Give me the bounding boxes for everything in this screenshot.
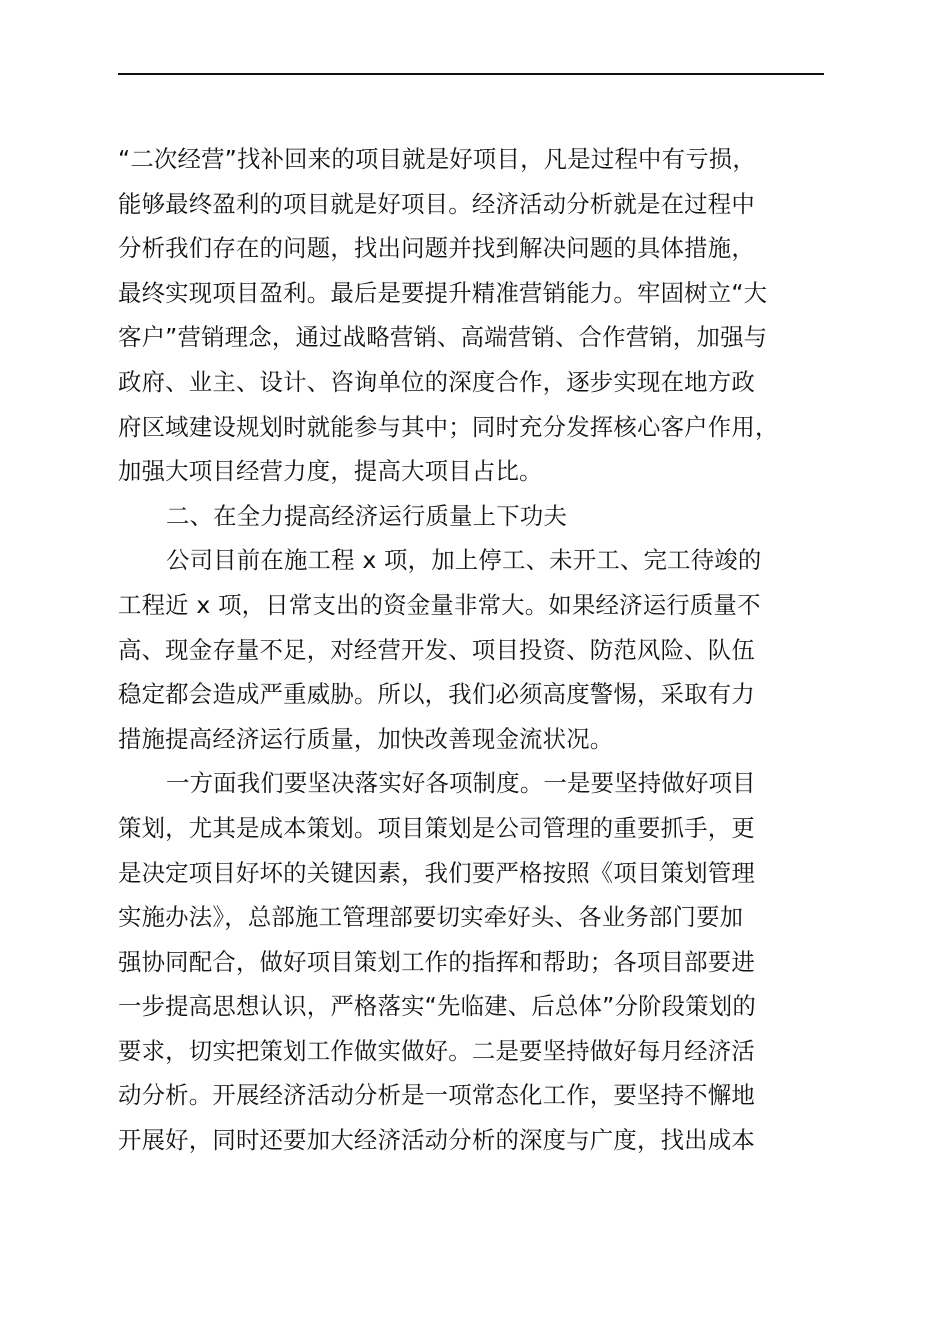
text-line: 能够最终盈利的项目就是好项目。经济活动分析就是在过程中 (118, 189, 755, 218)
text-line: 实施办法》，总部施工管理部要切实牵好头、各业务部门要加 (118, 903, 744, 932)
text-line: 措施提高经济运行质量，加快改善现金流状况。 (118, 724, 614, 753)
text-line: 动分析。开展经济活动分析是一项常态化工作，要坚持不懈地 (118, 1081, 755, 1110)
header-rule (118, 73, 824, 75)
text-line: 客户”营销理念，通过战略营销、高端营销、合作营销，加强与 (118, 323, 768, 352)
text-line: 最终实现项目盈利。最后是要提升精准营销能力。牢固树立“大 (118, 278, 768, 307)
text-line: 是决定项目好坏的关键因素，我们要严格按照《项目策划管理 (118, 858, 755, 887)
text-line: 加强大项目经营力度，提高大项目占比。 (118, 457, 543, 486)
text-line: 公司目前在施工程 x 项，加上停工、未开工、完工待竣的 (166, 546, 762, 575)
text-line: 二、在全力提高经济运行质量上下功夫 (166, 501, 568, 530)
text-line: 强协同配合，做好项目策划工作的指挥和帮助；各项目部要进 (118, 947, 755, 976)
body-text (118, 137, 830, 1163)
text-line: “二次经营”找补回来的项目就是好项目，凡是过程中有亏损， (118, 145, 756, 173)
text-line: 一方面我们要坚决落实好各项制度。一是要坚持做好项目 (166, 769, 756, 798)
text-line: 稳定都会造成严重威胁。所以，我们必须高度警惕，采取有力 (118, 680, 755, 709)
text-line: 工程近 x 项，日常支出的资金量非常大。如果经济运行质量不 (118, 590, 761, 619)
text-line: 一步提高思想认识，严格落实“先临建、后总体”分阶段策划的 (118, 992, 756, 1021)
text-line: 府区域建设规划时就能参与其中；同时充分发挥核心客户作用， (118, 412, 779, 441)
text-line: 开展好，同时还要加大经济活动分析的深度与广度，找出成本 (118, 1126, 755, 1155)
text-line: 政府、业主、设计、咨询单位的深度合作，逐步实现在地方政 (118, 367, 755, 396)
text-line: 高、现金存量不足，对经营开发、项目投资、防范风险、队伍 (118, 635, 755, 664)
text-line: 分析我们存在的问题，找出问题并找到解决问题的具体措施， (118, 234, 755, 263)
text-line: 策划，尤其是成本策划。项目策划是公司管理的重要抓手，更 (118, 813, 755, 842)
text-line: 要求，切实把策划工作做实做好。二是要坚持做好每月经济活 (118, 1036, 755, 1065)
